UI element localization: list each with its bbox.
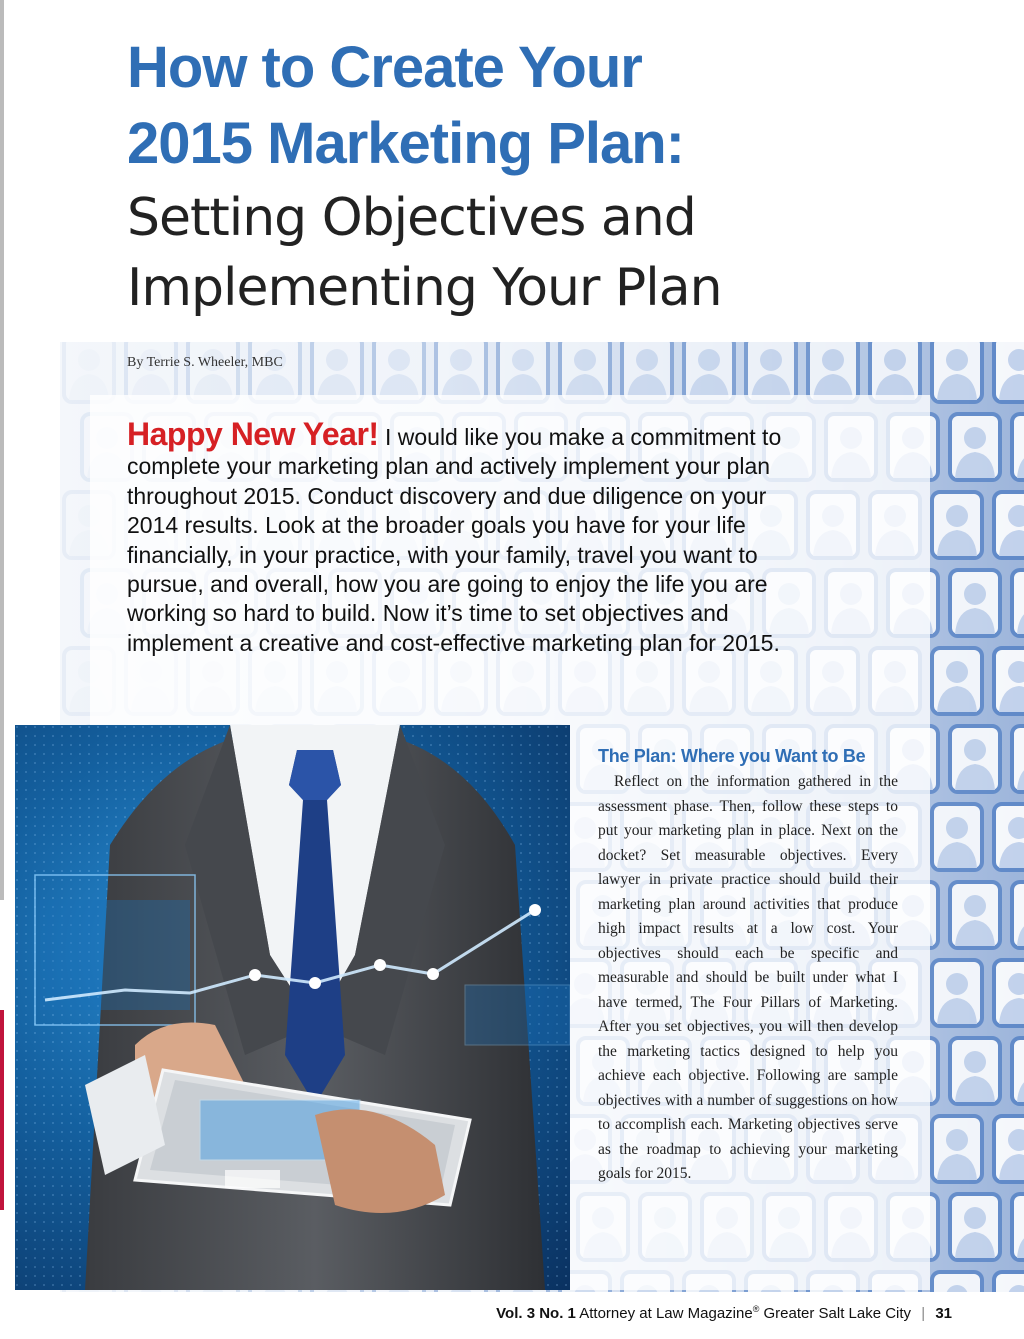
article-subtitle-line2: Implementing Your Plan [127, 258, 722, 318]
avatar-tile [1012, 570, 1024, 636]
avatar-tile [1012, 882, 1024, 948]
footer-registered-mark: ® [752, 1304, 760, 1314]
article-title-line1: How to Create Your [127, 35, 642, 100]
article-title [127, 30, 684, 182]
avatar-tile [950, 1194, 1000, 1260]
avatar-tile [932, 648, 982, 714]
businessman-tablet-illustration [15, 725, 570, 1290]
article-subtitle [127, 183, 722, 323]
byline: By Terrie S. Wheeler, MBC [127, 355, 283, 370]
avatar-tile [950, 414, 1000, 480]
avatar-tile [684, 342, 734, 402]
avatar-tile [932, 492, 982, 558]
footer-separator: | [921, 1305, 926, 1322]
avatar-tile [932, 1272, 982, 1292]
section-body: Reflect on the information gathered in the assessment phase. Then, follow these steps to put your marketing plan in place. Next on the docket? Set measurable objectives. Every lawyer in private practice should build their marketing plan around activities that produce high impact results at a low cost. Your objectives should each be specific and measurable and should be built under what I have termed, The Four Pillars of Marketing. After you set objectives, you will then develop the marketing tactics designed to help you achieve each objective. Following are sample objectives with a number of suggestions on how to accomplish each. Marketing objectives serve as the roadmap to achieving your marketing goals for 2015. [598, 773, 898, 1182]
avatar-tile [950, 1038, 1000, 1104]
avatar-tile [746, 342, 796, 402]
avatar-tile [950, 726, 1000, 792]
intro-paragraph [127, 416, 817, 658]
avatar-tile [560, 342, 610, 402]
avatar-tile [1012, 1038, 1024, 1104]
avatar-tile [994, 960, 1024, 1026]
avatar-tile [312, 342, 362, 402]
page-edge-shadow [0, 0, 4, 900]
avatar-tile [870, 342, 920, 402]
avatar-tile [188, 342, 238, 402]
article-subtitle-line1: Setting Objectives and [127, 188, 696, 248]
article-title-line2: 2015 Marketing Plan: [127, 111, 684, 176]
avatar-tile [498, 342, 548, 402]
avatar-tile [932, 804, 982, 870]
avatar-tile [250, 342, 300, 402]
avatar-tile [932, 960, 982, 1026]
section-heading: The Plan: Where you Want to Be [598, 746, 866, 766]
footer-magazine: Attorney at Law Magazine [579, 1305, 753, 1322]
avatar-tile [950, 882, 1000, 948]
avatar-tile [436, 342, 486, 402]
avatar-tile [932, 1116, 982, 1182]
intro-lead: Happy New Year! [127, 416, 379, 452]
avatar-tile [622, 342, 672, 402]
avatar-tile [994, 648, 1024, 714]
footer-city: Greater Salt Lake City [763, 1305, 912, 1322]
avatar-tile [808, 342, 858, 402]
avatar-tile [994, 804, 1024, 870]
hero-photo [15, 725, 570, 1290]
intro-text: I would like you make a commitment to complete your marketing plan and actively implement your plan throughout 2015. Conduct discovery and due diligence on your 2014 results. Look at the broader goals you have for your life financially, in your practice, with your family, travel you want to pursue, and overall, how you are going to enjoy the life you are working so hard to build. Now it’s time to set objectives and implement a creative and cost-effective marketing plan for 2015. [127, 424, 782, 656]
avatar-tile [1012, 726, 1024, 792]
avatar-tile [126, 342, 176, 402]
avatar-tile [994, 492, 1024, 558]
page-edge-tab [0, 1010, 4, 1210]
page-footer [496, 1304, 952, 1322]
avatar-tile [64, 342, 114, 402]
avatar-tile [1012, 1194, 1024, 1260]
footer-volume: Vol. 3 No. 1 [496, 1305, 576, 1322]
avatar-tile [1012, 414, 1024, 480]
avatar-tile [994, 1272, 1024, 1292]
avatar-tile [950, 570, 1000, 636]
page-number: 31 [935, 1305, 952, 1322]
avatar-tile [932, 342, 982, 402]
avatar-tile [994, 342, 1024, 402]
avatar-tile [374, 342, 424, 402]
avatar-tile [994, 1116, 1024, 1182]
